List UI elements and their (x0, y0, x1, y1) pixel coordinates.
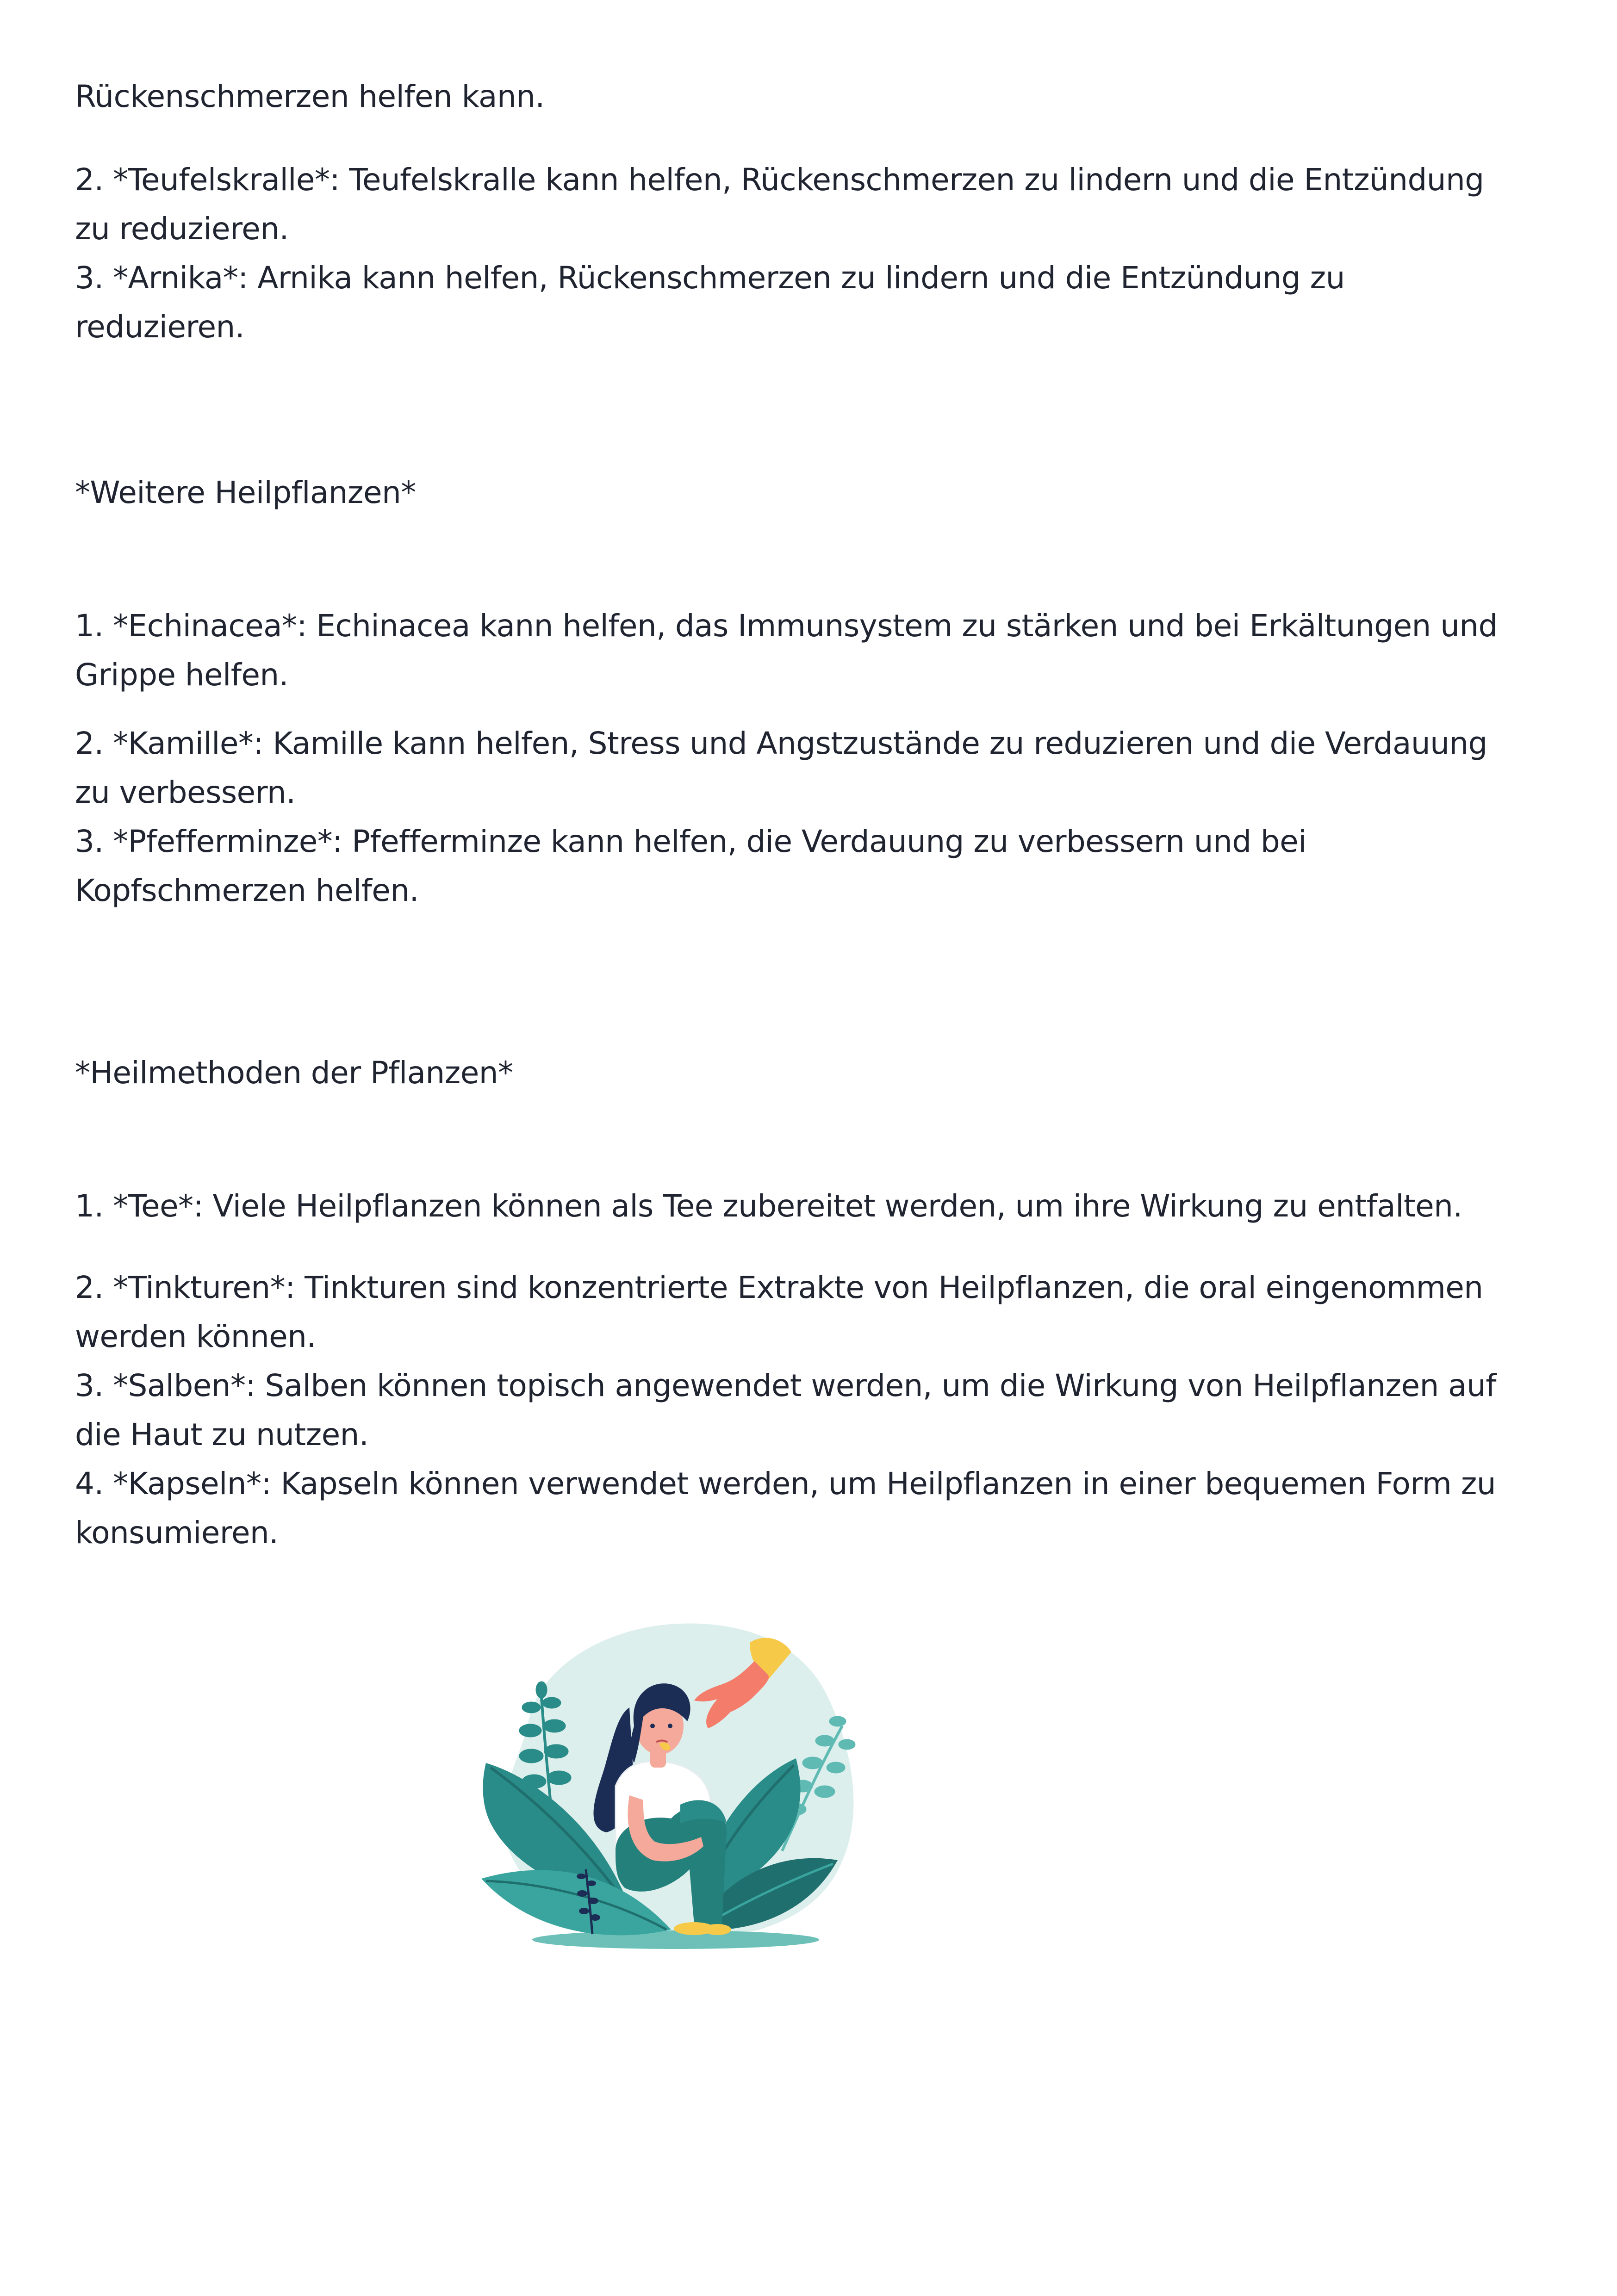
list-item-echinacea (75, 602, 1556, 700)
text-line: zu verbessern. (75, 775, 296, 810)
woman-eye-right (668, 1724, 672, 1728)
text-line: 3. *Pfefferminze*: Pfefferminze kann helfen, die Verdauung zu verbessern und bei (75, 824, 1306, 859)
text-line: 4. *Kapseln*: Kapseln können verwendet werden, um Heilpflanzen in einer bequemen Form zu (75, 1466, 1496, 1502)
text-line: Rückenschmerzen helfen kann. (75, 79, 545, 114)
list-item-tinkturen (75, 1263, 1556, 1361)
woman-sitting-among-leaves-helping-hand-illustration (477, 1610, 884, 1962)
text-line: die Haut zu nutzen. (75, 1417, 369, 1452)
text-line: Kopfschmerzen helfen. (75, 873, 419, 908)
text-line: zu reduzieren. (75, 211, 289, 247)
text-line: 1. *Echinacea*: Echinacea kann helfen, das Immunsystem zu stärken und bei Erkältungen und (75, 608, 1498, 644)
woman-shoe-second (703, 1924, 731, 1935)
text-line: 2. *Kamille*: Kamille kann helfen, Stress und Angstzustände zu reduzieren und die Verdauung (75, 726, 1487, 761)
list-item-pfefferminze (75, 817, 1556, 915)
text-line: 3. *Arnika*: Arnika kann helfen, Rückenschmerzen zu lindern und die Entzündung zu (75, 260, 1345, 296)
list-item-kapseln (75, 1459, 1556, 1558)
list-item-kamille (75, 719, 1556, 817)
list-item-tee (75, 1182, 1556, 1231)
text-line: Grippe helfen. (75, 657, 289, 693)
text-line: reduzieren. (75, 309, 245, 345)
paragraph-intro-end (75, 72, 1556, 121)
section-heading-weitere-heilpflanzen: *Weitere Heilpflanzen* (75, 475, 416, 510)
section-heading-heilmethoden: *Heilmethoden der Pflanzen* (75, 1055, 513, 1091)
text-line: 3. *Salben*: Salben können topisch angewendet werden, um die Wirkung von Heilpflanzen auf (75, 1368, 1496, 1403)
woman-eye-left (650, 1724, 655, 1728)
text-line: konsumieren. (75, 1515, 279, 1551)
text-line: 2. *Tinkturen*: Tinkturen sind konzentrierte Extrakte von Heilpflanzen, die oral eingenommen (75, 1270, 1483, 1305)
list-item-teufelskralle (75, 155, 1556, 254)
list-item-salben (75, 1361, 1556, 1459)
ground-shadow (532, 1930, 819, 1949)
text-line: werden können. (75, 1319, 316, 1354)
list-item-arnika (75, 254, 1556, 352)
text-line: 1. *Tee*: Viele Heilpflanzen können als Tee zubereitet werden, um ihre Wirkung zu entfalten. (75, 1188, 1462, 1224)
text-line: 2. *Teufelskralle*: Teufelskralle kann helfen, Rückenschmerzen zu lindern und die Entzündung (75, 162, 1484, 198)
